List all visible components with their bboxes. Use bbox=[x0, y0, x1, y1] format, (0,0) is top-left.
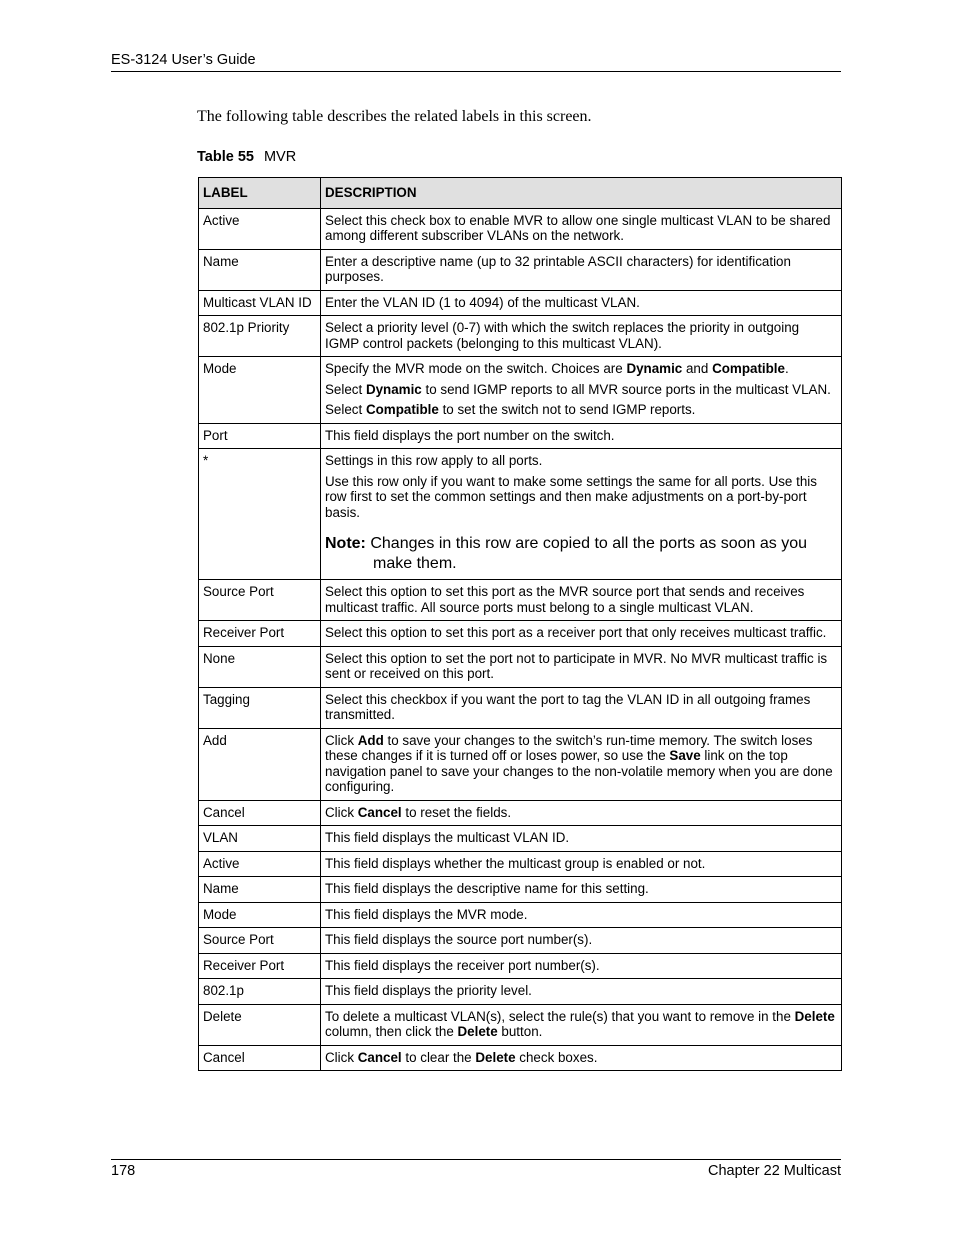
row-description bbox=[321, 902, 842, 928]
table-row bbox=[199, 902, 842, 928]
row-label: Name bbox=[199, 249, 321, 290]
row-label: Cancel bbox=[199, 1045, 321, 1071]
row-description bbox=[321, 928, 842, 954]
table-caption bbox=[197, 149, 296, 165]
row-description bbox=[321, 290, 842, 316]
row-label: Delete bbox=[199, 1004, 321, 1045]
mvr-label-table bbox=[198, 177, 842, 1071]
text-run: Select bbox=[325, 402, 366, 417]
text-run: Click bbox=[325, 1049, 358, 1065]
description-paragraph bbox=[325, 983, 835, 999]
bold-term: Compatible bbox=[712, 361, 785, 376]
row-label: * bbox=[199, 449, 321, 580]
label-column-header: LABEL bbox=[199, 178, 321, 209]
row-description bbox=[321, 621, 842, 647]
row-description bbox=[321, 800, 842, 826]
row-description bbox=[321, 357, 842, 424]
note-callout bbox=[325, 534, 835, 574]
row-description bbox=[321, 826, 842, 852]
bold-term: Cancel bbox=[357, 804, 402, 820]
text-run: Select a priority level (0-7) with which the switch replaces the priority in outgoing IGMP control packets (belonging to this multicast VLAN). bbox=[325, 320, 800, 351]
page-header bbox=[111, 52, 841, 72]
description-paragraph bbox=[325, 830, 835, 846]
row-label: Tagging bbox=[199, 687, 321, 728]
description-paragraph bbox=[325, 1009, 835, 1040]
description-paragraph bbox=[325, 856, 835, 872]
description-paragraph bbox=[325, 402, 835, 418]
row-description bbox=[321, 1045, 842, 1071]
row-label: Name bbox=[199, 877, 321, 903]
intro-text: The following table describes the related labels in this screen. bbox=[197, 108, 592, 125]
text-run: Select bbox=[325, 381, 366, 397]
row-description bbox=[321, 728, 842, 800]
row-label: Multicast VLAN ID bbox=[199, 290, 321, 316]
bold-term: Delete bbox=[475, 1049, 516, 1065]
table-title: MVR bbox=[263, 149, 297, 165]
guide-title: ES-3124 User’s Guide bbox=[111, 52, 256, 68]
row-label: None bbox=[199, 646, 321, 687]
table-row bbox=[199, 728, 842, 800]
table-row bbox=[199, 208, 842, 249]
description-paragraph bbox=[325, 295, 835, 311]
description-paragraph bbox=[325, 254, 835, 285]
chapter-title: Chapter 22 Multicast bbox=[708, 1163, 841, 1179]
bold-term: Dynamic bbox=[626, 361, 683, 376]
bold-term: Save bbox=[669, 748, 701, 763]
description-paragraph bbox=[325, 320, 835, 351]
table-row bbox=[199, 877, 842, 903]
row-description bbox=[321, 979, 842, 1005]
description-paragraph bbox=[325, 733, 835, 795]
row-label: VLAN bbox=[199, 826, 321, 852]
description-paragraph bbox=[325, 584, 835, 615]
row-description bbox=[321, 316, 842, 357]
text-run: Select this checkbox if you want the port to tag the VLAN ID in all outgoing frames transmitted. bbox=[325, 691, 811, 722]
description-paragraph bbox=[325, 907, 835, 923]
page-footer bbox=[111, 1159, 841, 1179]
description-paragraph bbox=[325, 932, 835, 948]
table-row bbox=[199, 826, 842, 852]
table-row bbox=[199, 646, 842, 687]
text-run: check boxes. bbox=[515, 1049, 598, 1065]
row-description bbox=[321, 449, 842, 580]
row-label: 802.1p bbox=[199, 979, 321, 1005]
row-description bbox=[321, 646, 842, 687]
table-header-row bbox=[199, 178, 842, 209]
text-run: Click bbox=[325, 804, 358, 820]
text-run: to send IGMP reports to all MVR source ports in the multicast VLAN. bbox=[421, 381, 831, 397]
table-row bbox=[199, 580, 842, 621]
row-label: Source Port bbox=[199, 580, 321, 621]
text-run: to clear the bbox=[401, 1049, 476, 1065]
row-description bbox=[321, 877, 842, 903]
table-row bbox=[199, 316, 842, 357]
bold-term: Delete bbox=[457, 1024, 498, 1039]
description-paragraph bbox=[325, 958, 835, 974]
text-run: Select this option to set this port as a receiver port that only receives multicast traffic. bbox=[325, 625, 827, 640]
table-row bbox=[199, 449, 842, 580]
table-row bbox=[199, 1004, 842, 1045]
text-run: This field displays the MVR mode. bbox=[325, 906, 528, 922]
row-description bbox=[321, 208, 842, 249]
text-run: To delete a multicast VLAN(s), select the rule(s) that you want to remove in the bbox=[325, 1008, 795, 1024]
description-paragraph bbox=[325, 474, 835, 521]
table-row bbox=[199, 928, 842, 954]
description-paragraph bbox=[325, 651, 835, 682]
note-label: Note: bbox=[325, 535, 366, 552]
bold-term: Cancel bbox=[357, 1049, 402, 1065]
description-paragraph bbox=[325, 1050, 835, 1066]
table-row bbox=[199, 1045, 842, 1071]
description-paragraph bbox=[325, 692, 835, 723]
text-run: to reset the fields. bbox=[401, 804, 512, 820]
row-description bbox=[321, 687, 842, 728]
row-label: Active bbox=[199, 851, 321, 877]
row-label: Active bbox=[199, 208, 321, 249]
bold-term: Add bbox=[357, 732, 384, 748]
row-label: 802.1p Priority bbox=[199, 316, 321, 357]
description-paragraph bbox=[325, 428, 835, 444]
page-number: 178 bbox=[111, 1163, 136, 1179]
description-paragraph bbox=[325, 382, 835, 398]
description-paragraph bbox=[325, 213, 835, 244]
text-run: Select this check box to enable MVR to allow one single multicast VLAN to be shared among different subscriber VLANs on the network. bbox=[325, 212, 831, 243]
text-run: Click bbox=[325, 732, 358, 748]
description-column-header: DESCRIPTION bbox=[321, 178, 842, 209]
description-paragraph bbox=[325, 453, 835, 469]
text-run: This field displays the descriptive name for this setting. bbox=[325, 881, 649, 896]
text-run: link on the top navigation panel to save your changes to the non-volatile memory when you are done configuring. bbox=[325, 748, 833, 794]
row-description bbox=[321, 1004, 842, 1045]
table-row bbox=[199, 423, 842, 449]
table-row bbox=[199, 800, 842, 826]
text-run: This field displays the receiver port number(s). bbox=[325, 957, 600, 973]
row-description bbox=[321, 580, 842, 621]
table-row bbox=[199, 621, 842, 647]
bold-term: Dynamic bbox=[365, 381, 422, 397]
text-run: and bbox=[682, 361, 713, 376]
table-row bbox=[199, 687, 842, 728]
text-run: Enter a descriptive name (up to 32 printable ASCII characters) for identification purposes. bbox=[325, 253, 791, 284]
text-run: This field displays the source port number(s). bbox=[325, 932, 593, 947]
row-description bbox=[321, 249, 842, 290]
text-run: This field displays the multicast VLAN ID. bbox=[325, 830, 570, 845]
row-description bbox=[321, 851, 842, 877]
row-label: Add bbox=[199, 728, 321, 800]
table-body bbox=[199, 208, 842, 1071]
text-run: column, then click the bbox=[325, 1024, 458, 1039]
description-paragraph bbox=[325, 805, 835, 821]
row-label: Mode bbox=[199, 357, 321, 424]
text-run: . bbox=[784, 361, 789, 376]
row-label: Source Port bbox=[199, 928, 321, 954]
table-row bbox=[199, 357, 842, 424]
bold-term: Delete bbox=[794, 1008, 835, 1024]
row-label: Cancel bbox=[199, 800, 321, 826]
table-row bbox=[199, 851, 842, 877]
text-run: to save your changes to the switch’s run-time memory. The switch loses these changes if it is turned off or loses power, so use the bbox=[325, 732, 813, 763]
text-run: This field displays the port number on the switch. bbox=[325, 427, 615, 443]
text-run: Select this option to set the port not to participate in MVR. No MVR multicast traffic is sent or received on this port. bbox=[325, 650, 828, 681]
text-run: Select this option to set this port as the MVR source port that sends and receives multicast traffic. All source ports must belong to a single multicast VLAN. bbox=[325, 584, 805, 615]
table-row bbox=[199, 953, 842, 979]
description-paragraph bbox=[325, 625, 835, 641]
row-label: Mode bbox=[199, 902, 321, 928]
row-label: Receiver Port bbox=[199, 953, 321, 979]
table-row bbox=[199, 249, 842, 290]
row-label: Receiver Port bbox=[199, 621, 321, 647]
note-text: Changes in this row are copied to all the ports as soon as you make them. bbox=[365, 535, 808, 572]
text-run: Use this row only if you want to make some settings the same for all ports. Use this row first to set the common settings and then make adjustments on a port-by-port basis. bbox=[325, 473, 817, 520]
description-paragraph bbox=[325, 881, 835, 897]
text-run: Specify the MVR mode on the switch. Choices are bbox=[325, 361, 627, 376]
table-row bbox=[199, 290, 842, 316]
table-row bbox=[199, 979, 842, 1005]
bold-term: Compatible bbox=[365, 402, 439, 417]
text-run: Enter the VLAN ID (1 to 4094) of the multicast VLAN. bbox=[325, 294, 640, 310]
text-run: Settings in this row apply to all ports. bbox=[325, 453, 543, 468]
description-paragraph bbox=[325, 361, 835, 377]
text-run: This field displays whether the multicast group is enabled or not. bbox=[325, 855, 706, 871]
text-run: This field displays the priority level. bbox=[325, 983, 532, 998]
table-number: Table 55 bbox=[197, 149, 254, 165]
text-run: button. bbox=[497, 1024, 543, 1039]
text-run: to set the switch not to send IGMP reports. bbox=[438, 402, 696, 417]
row-label: Port bbox=[199, 423, 321, 449]
row-description bbox=[321, 423, 842, 449]
row-description bbox=[321, 953, 842, 979]
